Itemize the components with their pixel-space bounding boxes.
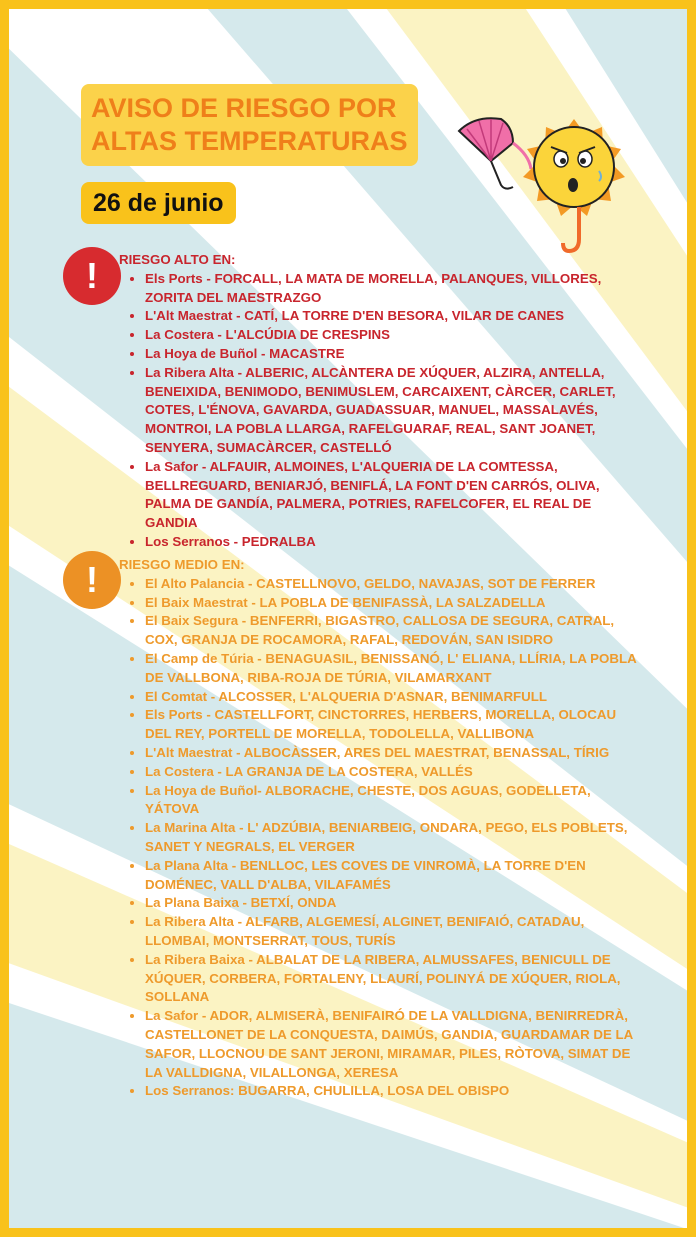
list-item: • El Camp de Túria - BENAGUASIL, BENISSANÓ, L' ELIANA, LLÍRIA, LA POBLA DE VALLBONA, RIBA-ROJA DE TÚRIA, VILAMARXANT (145, 650, 639, 688)
list-item: • L'Alt Maestrat - ALBOCÀSSER, ARES DEL MAESTRAT, BENASSAL, TÍRIG (145, 744, 639, 763)
list-item: • El Baix Segura - BENFERRI, BIGASTRO, CALLOSA DE SEGURA, CATRAL, COX, GRANJA DE ROCAMORA, RAFAL, REDOVÁN, SAN ISIDRO (145, 612, 639, 650)
list-item: • El Comtat - ALCOSSER, L'ALQUERIA D'ASNAR, BENIMARFULL (145, 688, 639, 707)
list-item: • El Alto Palancia - CASTELLNOVO, GELDO, NAVAJAS, SOT DE FERRER (145, 575, 639, 594)
high-risk-section (119, 251, 639, 552)
medium-risk-warning-icon: ! (63, 551, 121, 609)
high-risk-heading: RIESGO ALTO EN: (119, 252, 236, 267)
list-item: • La Safor - ALFAUIR, ALMOINES, L'ALQUERIA DE LA COMTESSA, BELLREGUARD, BENIARJÓ, BENIFLÁ, LA FONT D'EN CARRÓS, OLIVA, PALMA DE GANDÍA, PALMERA, POTRIES, RAFELCOFER, EL REAL DE GANDIA (145, 458, 639, 533)
list-item: • La Plana Baixa - BETXÍ, ONDA (145, 894, 639, 913)
medium-risk-heading: RIESGO MEDIO EN: (119, 557, 245, 572)
title-line-2: ALTAS TEMPERATURAS (91, 126, 408, 156)
list-item: • El Baix Maestrat - LA POBLA DE BENIFASSÀ, LA SALZADELLA (145, 594, 639, 613)
sun-face-icon (523, 119, 625, 251)
list-item: • La Hoya de Buñol- ALBORACHE, CHESTE, DOS AGUAS, GODELLETA, YÁTOVA (145, 782, 639, 820)
list-item: • La Safor - ADOR, ALMISERÀ, BENIFAIRÓ DE LA VALLDIGNA, BENIRREDRÀ, CASTELLONET DE LA CONQUESTA, DAIMÚS, GANDIA, GUARDAMAR DE LA SAFOR, LLOCNOU DE SANT JERONI, MIRAMAR, PILES, RÒTOVA, SIMAT DE LA VALLDIGNA, VILALLONGA, XERESA (145, 1007, 639, 1082)
list-item: • La Hoya de Buñol - MACASTRE (145, 345, 639, 364)
list-item: • La Marina Alta - L' ADZÚBIA, BENIARBEIG, ONDARA, PEGO, ELS POBLETS, SANET Y NEGRALS, EL VERGER (145, 819, 639, 857)
high-risk-list (119, 270, 639, 552)
list-item: • L'Alt Maestrat - CATÍ, LA TORRE D'EN BESORA, VILAR DE CANES (145, 307, 639, 326)
date-badge: 26 de junio (81, 182, 236, 224)
list-item: • La Ribera Alta - ALFARB, ALGEMESÍ, ALGINET, BENIFAIÓ, CATADAU, LLOMBAI, MONTSERRAT, TOUS, TURÍS (145, 913, 639, 951)
list-item: • Els Ports - CASTELLFORT, CINCTORRES, HERBERS, MORELLA, OLOCAU DEL REY, PORTELL DE MORELLA, TODOLELLA, VALLIBONA (145, 706, 639, 744)
title-line-1: AVISO DE RIESGO POR (91, 93, 397, 123)
list-item: • La Ribera Baixa - ALBALAT DE LA RIBERA, ALMUSSAFES, BENICULL DE XÚQUER, CORBERA, FORTALENY, LLAURÍ, POLINYÁ DE XÚQUER, RIOLA, SOLLANA (145, 951, 639, 1007)
medium-risk-section (119, 556, 639, 1101)
medium-risk-list (119, 575, 639, 1101)
title-banner (81, 84, 418, 166)
fan-icon (459, 118, 531, 188)
list-item: • Els Ports - FORCALL, LA MATA DE MORELLA, PALANQUES, VILLORES, ZORITA DEL MAESTRAZGO (145, 270, 639, 308)
list-item: • Los Serranos: BUGARRA, CHULILLA, LOSA DEL OBISPO (145, 1082, 639, 1101)
list-item: • La Plana Alta - BENLLOC, LES COVES DE VINROMÀ, LA TORRE D'EN DOMÉNEC, VALL D'ALBA, VILAFAMÉS (145, 857, 639, 895)
list-item: • Los Serranos - PEDRALBA (145, 533, 639, 552)
list-item: • La Ribera Alta - ALBERIC, ALCÀNTERA DE XÚQUER, ALZIRA, ANTELLA, BENEIXIDA, BENIMODO, BENIMUSLEM, CARCAIXENT, CÀRCER, CARLET, COTES, L'ÉNOVA, GAVARDA, GUADASSUAR, MANUEL, MASSALAVÉS, MONTROI, LA POBLA LLARGA, RAFELGUARAF, REAL, SANT JOANET, SENYERA, SUMACÀRCER, CASTELLÓ (145, 364, 639, 458)
high-risk-warning-icon: ! (63, 247, 121, 305)
list-item: • La Costera - L'ALCÚDIA DE CRESPINS (145, 326, 639, 345)
list-item: • La Costera - LA GRANJA DE LA COSTERA, VALLÉS (145, 763, 639, 782)
